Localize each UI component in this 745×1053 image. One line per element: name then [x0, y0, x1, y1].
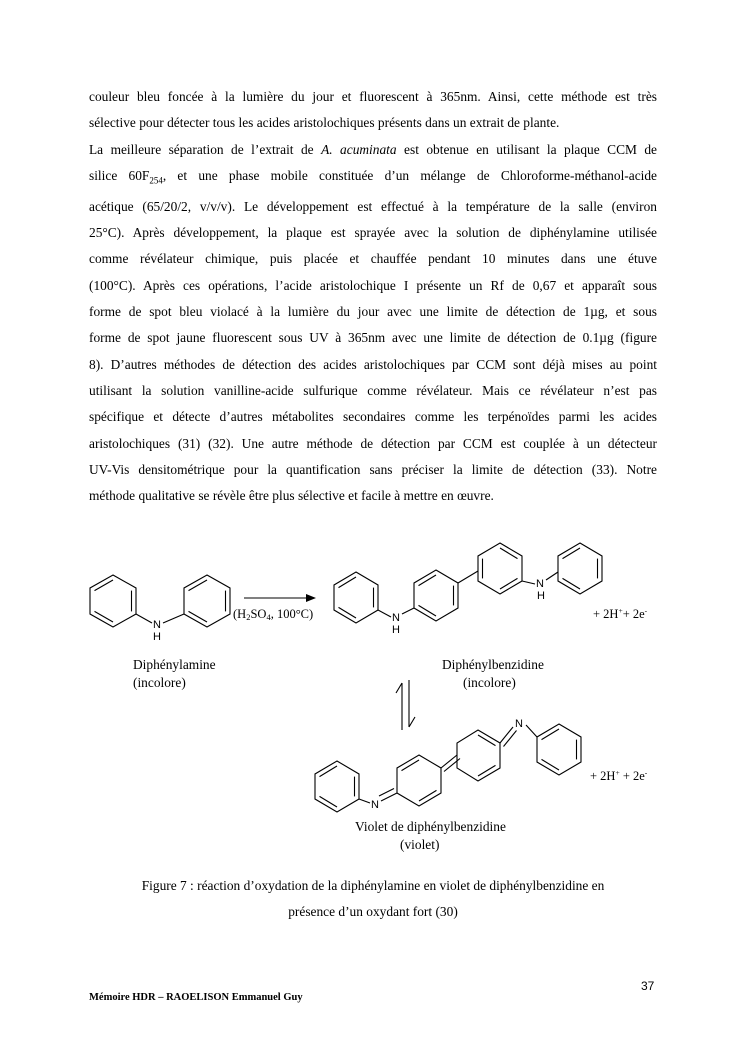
nitrogen-label: N [371, 799, 379, 811]
body-paragraph [89, 84, 657, 509]
text-line: acétique (65/20/2, v/v/v). Le développement est effectué à la température de la salle (environ [89, 198, 657, 214]
arrow-head [306, 594, 316, 602]
text-line: sélective pour détecter tous les acides aristolochiques présents dans un extrait de plante. [89, 115, 560, 131]
text-line: forme de spot jaune fluorescent sous UV à 365nm avec une limite de détection de 0.1µg (figure [89, 330, 657, 346]
compound-color: (incolore) [463, 675, 516, 690]
species-name: A. acuminata [321, 141, 397, 157]
figure-caption [89, 873, 657, 925]
reaction-conditions: (H2SO4, 100°C) [233, 607, 314, 622]
reaction-byproducts: + 2H++ 2e- [593, 606, 648, 621]
reaction-scheme [0, 520, 745, 860]
hydrogen-label: H [153, 631, 161, 643]
nitrogen-label: N [515, 718, 523, 730]
text-line: 25°C). Après développement, la plaque est sprayée avec la solution de diphénylamine utilisée [89, 225, 657, 241]
text-line: comme révélateur chimique, puis placée et chauffée pendant 10 minutes dans une étuve [89, 251, 657, 267]
text-line: couleur bleu foncée à la lumière du jour et fluorescent à 365nm. Ainsi, cette méthode est très [89, 89, 657, 104]
equilibrium-arrows [396, 680, 415, 730]
reaction-byproducts: + 2H+ + 2e- [590, 768, 648, 783]
scheme-text [233, 606, 648, 783]
compound-name: Diphénylbenzidine [442, 657, 544, 672]
nitrogen-label: N [536, 578, 544, 590]
text-line: forme de spot bleu violacé à la lumière du jour avec une limite de détection de 1µg, et sous [89, 304, 657, 320]
compound-name: Violet de diphénylbenzidine [355, 819, 506, 834]
text-line: La meilleure séparation de l’extrait de A. acuminata est obtenue en utilisant la plaque CCM de [89, 141, 657, 157]
text-line: spécifique et détecte d’autres métabolites secondaires comme les terpénoïdes parmi les acides [89, 409, 657, 425]
diphenylbenzidine-structure [334, 543, 602, 623]
hydrogen-label: H [537, 590, 545, 602]
caption-line: présence d’un oxydant fort (30) [288, 904, 458, 919]
compound-color: (incolore) [133, 675, 186, 690]
text-line: 8). D’autres méthodes de détection des acides aristolochiques par CCM sont déjà mises au point [89, 356, 657, 372]
page-footer: Mémoire HDR – RAOELISON Emmanuel Guy [89, 992, 303, 1003]
violet-diphenylbenzidine-structure [315, 724, 581, 812]
nitrogen-label: N [153, 619, 161, 631]
compound-labels [133, 657, 544, 852]
text-line: aristolochiques (31) (32). Une autre méthode de détection par CCM est couplée à un détecteur [89, 435, 657, 451]
text-line: utilisant la solution vanilline-acide sulfurique comme révélateur. Mais ce révélateur n’est pas [89, 382, 657, 398]
text-line: UV-Vis densitométrique pour la quantification sans préciser la limite de détection (33). Notre [89, 461, 657, 477]
text-line: silice $60F_{254}$, et une phase mobile constituée d’un mélange de Chloroforme-méthanol-acide [89, 167, 657, 186]
hydrogen-label: H [392, 624, 400, 636]
compound-name: Diphénylamine [133, 657, 216, 672]
text-line: méthode qualitative se révèle être plus sélective et facile à mettre en œuvre. [89, 488, 494, 504]
page-number: 37 [641, 979, 655, 993]
caption-line: Figure 7 : réaction d’oxydation de la diphénylamine en violet de diphénylbenzidine en [141, 878, 605, 893]
compound-color: (violet) [400, 837, 440, 852]
text-line: (100°C). Après ces opérations, l’acide aristolochique I présente un Rf de 0,67 et apparaît sous [89, 277, 657, 293]
nitrogen-label: N [392, 612, 400, 624]
